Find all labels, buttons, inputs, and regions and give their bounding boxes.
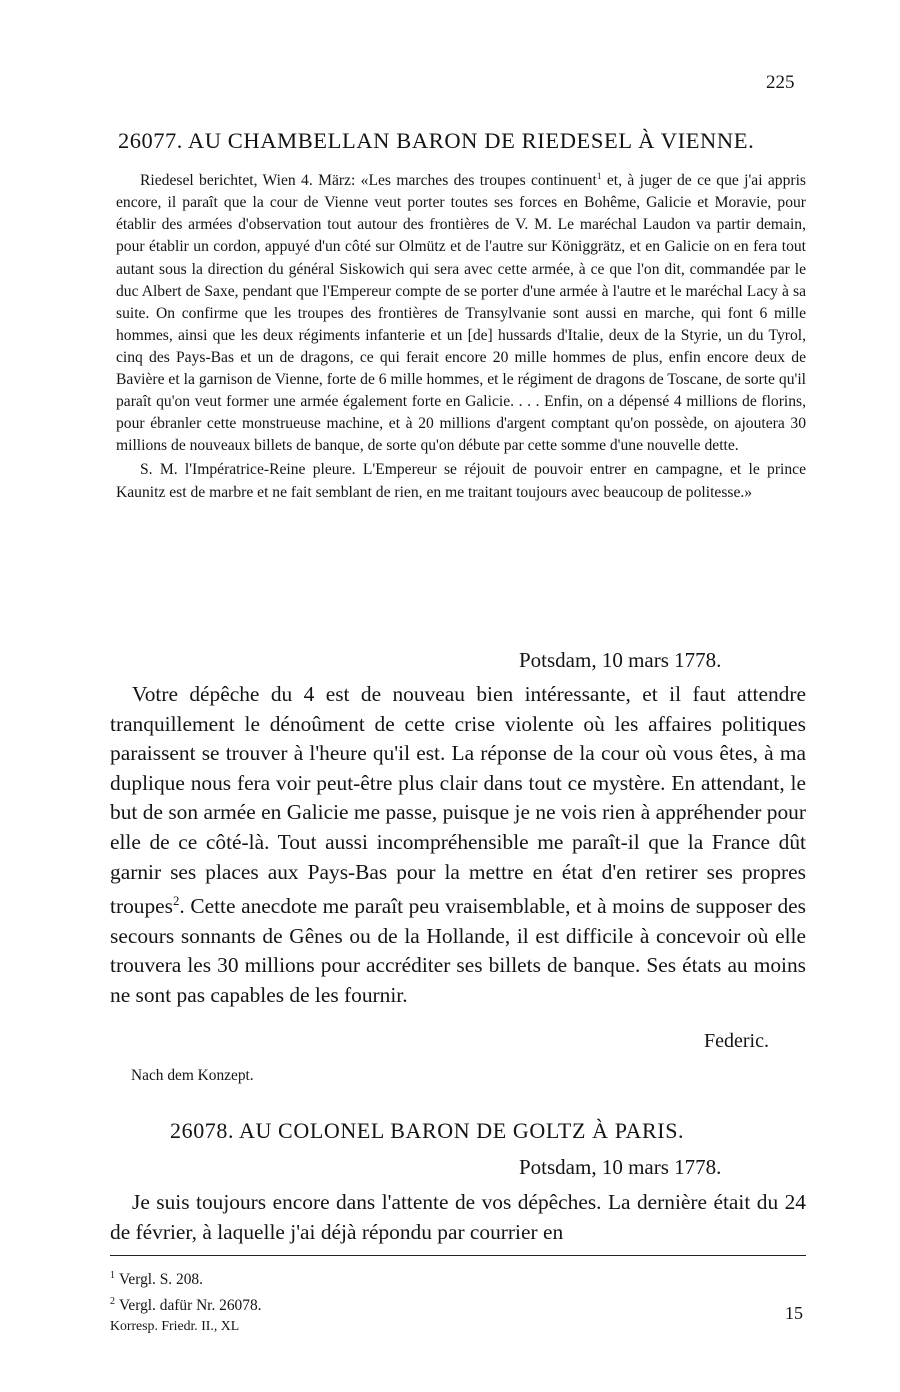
- footnote-ref: 1: [596, 172, 602, 182]
- report-paragraph: S. M. l'Impératrice-Reine pleure. L'Empereur se réjouit de pouvoir entrer en campagne, et le prince Kaunitz est de marbre et ne fait semblant de rien, en me traitant toujours avec beaucoup de politesse.»: [116, 461, 806, 501]
- report-paragraph: [116, 166, 806, 457]
- body-paragraph: [110, 680, 806, 1011]
- footnote-rule: [110, 1255, 806, 1256]
- report-excerpt: [116, 166, 806, 504]
- dateline: Potsdam, 10 mars 1778.: [519, 648, 722, 672]
- footnote: [110, 1265, 261, 1291]
- dateline-2: Potsdam, 10 mars 1778.: [519, 1155, 722, 1179]
- report-text: Riedesel berichtet, Wien 4. März: «Les marches des troupes continuent: [140, 172, 597, 190]
- footnote-mark: 2: [110, 1296, 115, 1308]
- letter-number: 26077.: [118, 128, 183, 153]
- footnote-ref: 2: [172, 894, 180, 909]
- footnote-text: Vergl. S. 208.: [119, 1271, 203, 1289]
- footnote: [110, 1291, 261, 1317]
- printer-signature-mark: Korresp. Friedr. II., XL: [110, 1318, 240, 1333]
- letter-heading: [118, 128, 808, 154]
- body-paragraph: Je suis toujours encore dans l'attente de vos dépêches. La dernière était du 24 de février, à laquelle j'ai déjà répondu par courrier en: [110, 1190, 806, 1244]
- body-text: . Cette anecdote me paraît peu vraisemblable, et à moins de supposer des secours sonnants de Gênes ou de la Hollande, il est difficile à concevoir où elle trouvera les 30 millions pour accréditer ses billets de banque. Ses états au moins ne sont pas capables de les fournir.: [110, 894, 806, 1008]
- letter-body: [110, 680, 806, 1011]
- body-text: Votre dépêche du 4 est de nouveau bien intéressante, et il faut attendre tranquillement le dénoûment de cette crise violente où les affaires politiques paraissent se trouver à l'heure qu'il est. La réponse de la cour où vous êtes, à ma duplique nous fera voir peut-être plus clair dans tout ce mystère. En attendant, le but de son armée en Galicie me passe, puisque je ne vois rien à appréhender pour elle de ce côté-là. Tout aussi incompréhensible me paraît-il que la France dût garnir ses places aux Pays-Bas pour la mettre en état d'en retirer ses propres troupes: [110, 682, 806, 919]
- source-note: Nach dem Konzept.: [131, 1067, 254, 1084]
- footnote-text: Vergl. dafür Nr. 26078.: [119, 1297, 262, 1315]
- letter-heading-2: 26078. AU COLONEL BARON DE GOLTZ À PARIS.: [170, 1118, 685, 1143]
- page-number: 225: [766, 72, 795, 93]
- letter-body-2: [110, 1188, 806, 1247]
- sheet-signature-number: 15: [785, 1303, 803, 1323]
- report-text: et, à juger de ce que j'ai appris encore, il paraît que la cour de Vienne veut porter toutes ses forces en Bohême, Galicie et Moravie, pour établir des armées d'observation tout autour des frontières de V. M. Le maréchal Laudon va partir demain, pour établir un cordon, appuyé d'un côté sur Olmütz et de l'autre sur Königgrätz, et en Galicie on en fera tout autant sous la direction du général Siskowich qui sera avec cette armée, à ce que l'on dit, commandée par le duc Albert de Saxe, pendant que l'Empereur compte de se porter d'une armée à l'autre et le maréchal Lacy à sa suite. On confirme que les troupes des frontières de Transylvanie sont aussi en marche, qui font 6 mille hommes, ainsi que les deux régiments infanterie et un [de] hussards d'Italie, deux de la Styrie, un du Tyrol, cinq des Pays-Bas et un de dragons, ce qui ferait encore 20 mille hommes de plus, enfin encore deux de Bavière et la garnison de Vienne, forte de 6 mille hommes, et le régiment de dragons de Toscane, de sorte qu'il paraît qu'on veut former une armée également forte en Galicie. . . . Enfin, on a dépensé 4 millions de florins, pour ébranler cette monstrueuse machine, et à 20 millions d'argent comptant qu'on possède, on ajoutera 30 millions de nouveaux billets de banque, de sorte qu'on débute par cette somme d'une nouvelle dette.: [116, 172, 806, 455]
- letter-title: AU CHAMBELLAN BARON DE RIEDESEL À VIENNE.: [187, 128, 755, 153]
- footnote-mark: 1: [110, 1270, 115, 1281]
- footnotes: [110, 1265, 261, 1317]
- signature: Federic.: [704, 1030, 769, 1052]
